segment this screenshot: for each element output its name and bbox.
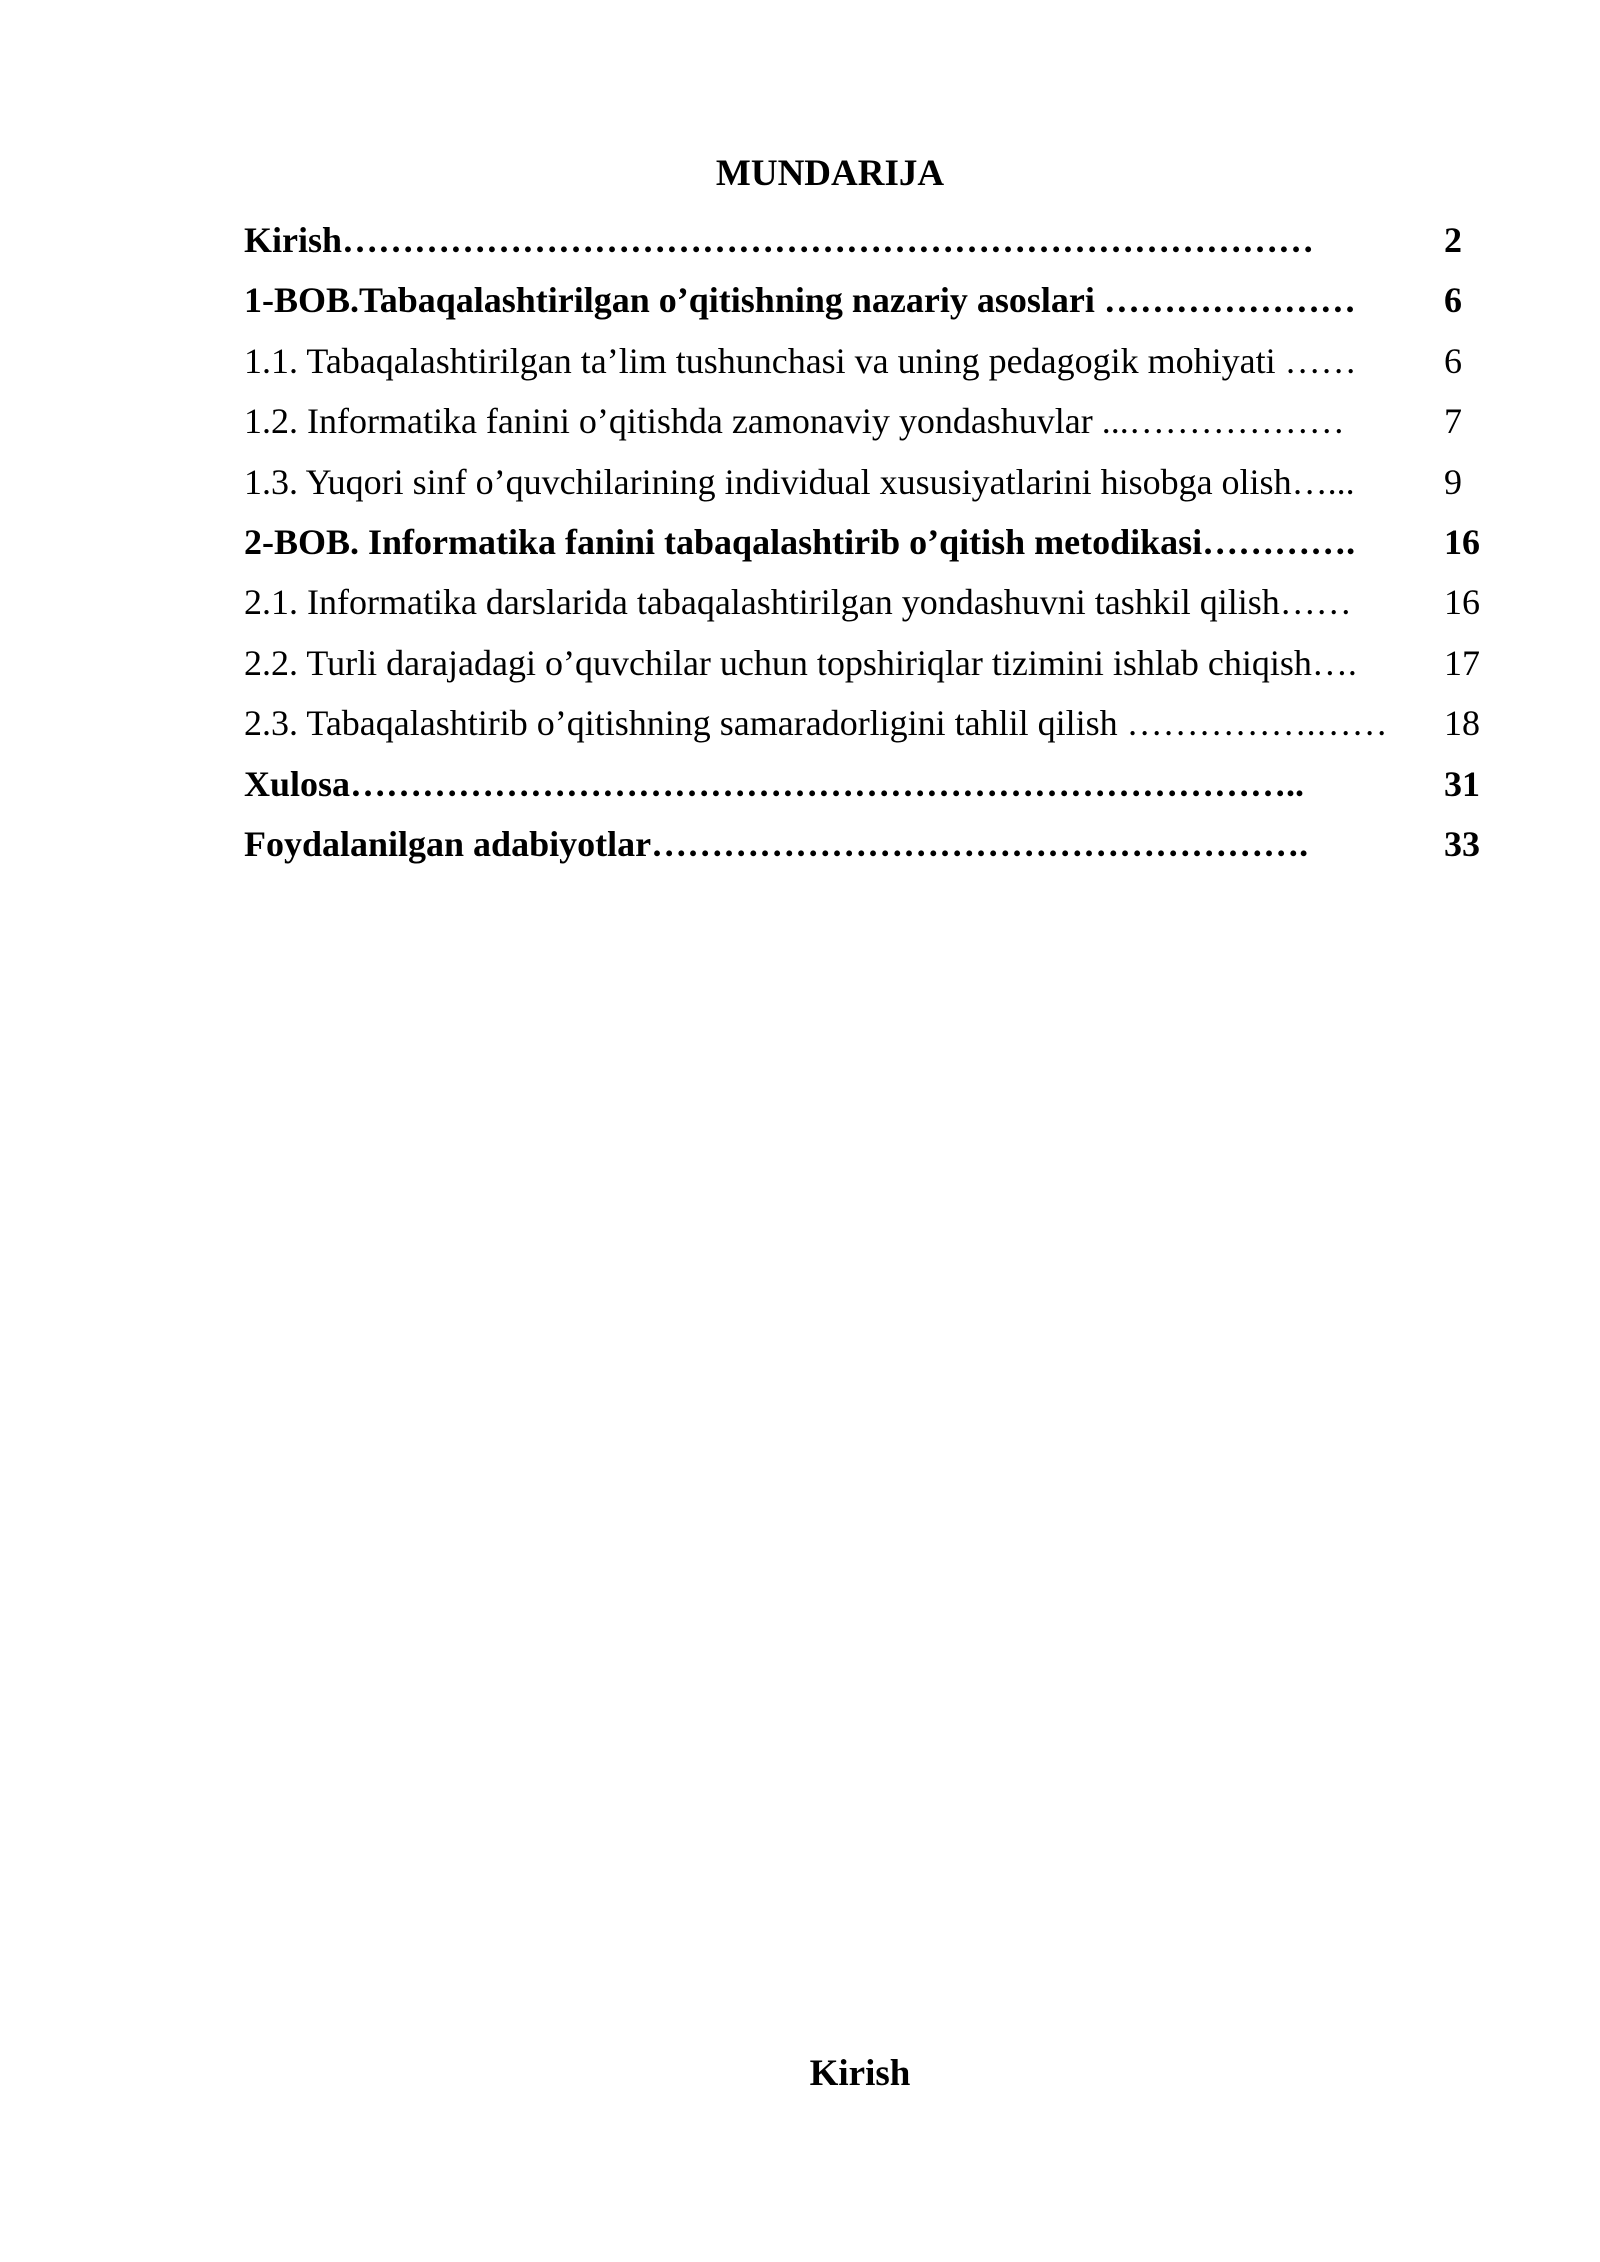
toc-entry-title: 2.3. Tabaqalashtirib o’qitishning samaradorligini tahlil qilish …………….…… (244, 703, 1388, 744)
toc-entry-page-number: 7 (1444, 401, 1462, 442)
toc-entry (244, 218, 1484, 278)
toc-entry (244, 822, 1484, 882)
toc-entry (244, 399, 1484, 459)
toc-entry-page-number: 17 (1444, 642, 1480, 683)
toc-entry-title: 2-BOB. Informatika fanini tabaqalashtirib o’qitish metodikasi…………. (244, 521, 1356, 562)
toc-entry-title: 1-BOB.Tabaqalashtirilgan o’qitishning nazariy asoslari ………………… (244, 280, 1356, 321)
toc-entry-title: Kirish……………………………………………………………………… (244, 220, 1315, 260)
toc-entry-title: Foydalanilgan adabiyotlar………………………………………………. (244, 823, 1309, 864)
toc-entry-title: 1.2. Informatika fanini o’qitishda zamonaviy yondashuvlar ...……………… (244, 401, 1345, 442)
section-heading: Kirish (809, 2053, 911, 2094)
toc-entry (244, 339, 1484, 399)
toc-entry (244, 701, 1484, 761)
table-of-contents (244, 218, 1484, 882)
toc-entry (244, 460, 1484, 520)
toc-entry-page-number: 33 (1444, 823, 1480, 864)
toc-entry-title: 1.1. Tabaqalashtirilgan ta’lim tushunchasi va uning pedagogik mohiyati …… (244, 340, 1357, 381)
toc-entry (244, 762, 1484, 822)
toc-entry-title: 2.1. Informatika darslarida tabaqalashtirilgan yondashuvni tashkil qilish…… (244, 582, 1352, 623)
toc-title: MUNDARIJA (715, 153, 945, 194)
toc-entry-page-number: 6 (1444, 280, 1462, 321)
toc-entry-page-number: 16 (1444, 582, 1480, 623)
toc-entry-page-number: 2 (1444, 220, 1462, 260)
toc-entry (244, 278, 1484, 338)
toc-entry-page-number: 6 (1444, 340, 1462, 381)
toc-entry-page-number: 18 (1444, 703, 1480, 744)
toc-entry (244, 641, 1484, 701)
toc-entry (244, 520, 1484, 580)
toc-entry-title: 2.2. Turli darajadagi o’quvchilar uchun topshiriqlar tizimini ishlab chiqish…. (244, 642, 1357, 683)
toc-entry (244, 580, 1484, 640)
toc-entry-page-number: 9 (1444, 461, 1462, 502)
toc-entry-page-number: 31 (1444, 763, 1480, 804)
toc-entry-title: 1.3. Yuqori sinf o’quvchilarining individual xususiyatlarini hisobga olish…... (244, 461, 1355, 502)
toc-entry-page-number: 16 (1444, 521, 1480, 562)
toc-entry-title: Xulosa…………………………………………………………………….. (244, 763, 1305, 804)
